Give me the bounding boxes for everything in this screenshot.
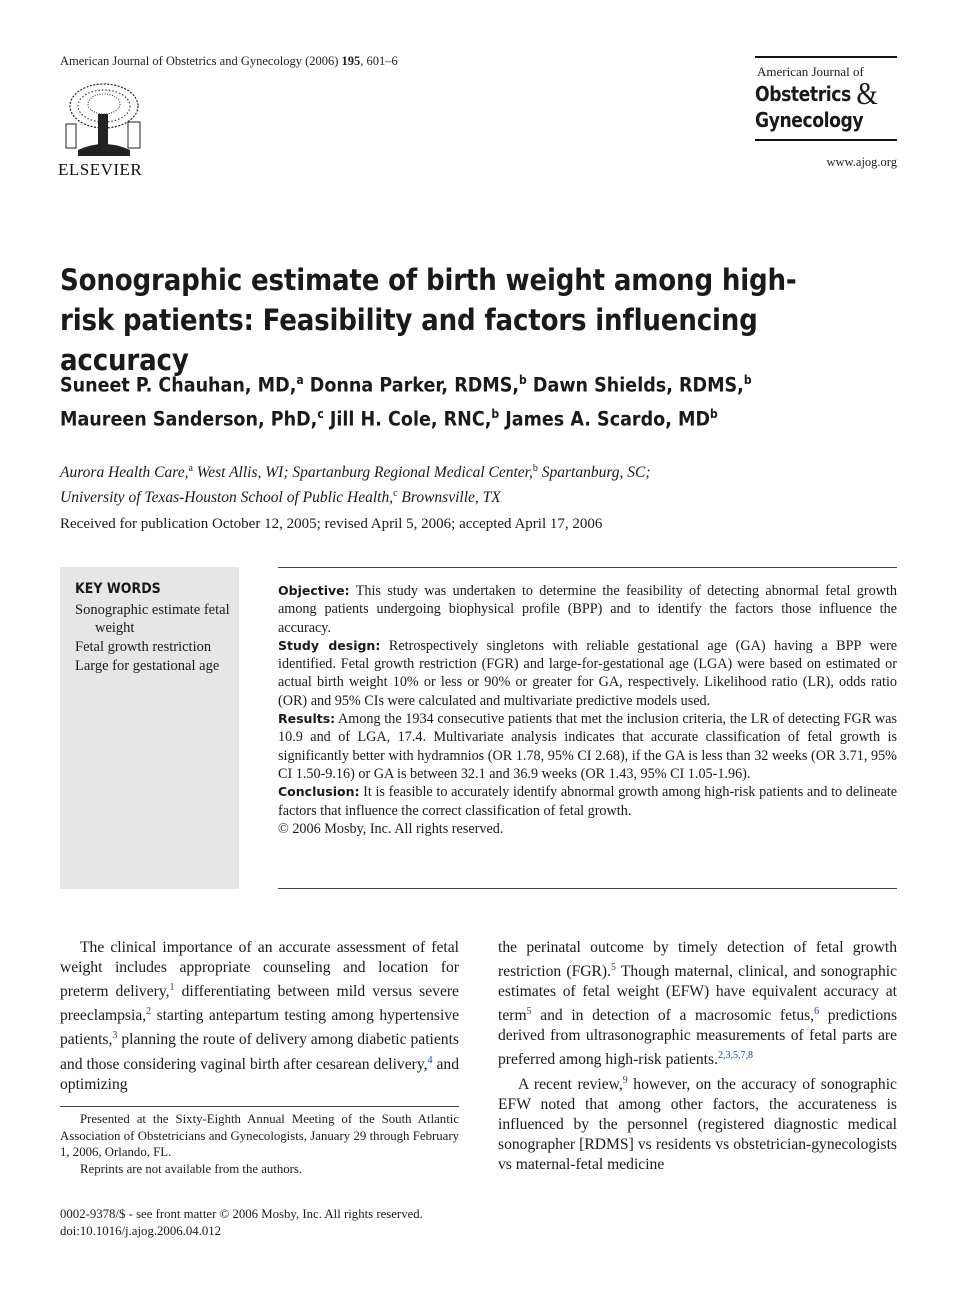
journal-ref-volume: 195 [341,54,361,68]
doi-line[interactable]: doi:10.1016/j.ajog.2006.04.012 [60,1223,222,1238]
body-text: The clinical importance of an accurate assessment of fetal weight includes appropriate counseling and location for preterm delivery, [60,939,459,1001]
journal-ref-prefix: American Journal of Obstetrics and Gynecology (2006) [60,54,342,68]
body-text: predictions derived from ultrasonographic measurements of fetal parts are preferred among high-risk patients. [498,1007,898,1069]
author-name: Jill H. Cole, RNC, [329,407,492,430]
brand-line1: Obstetrics [755,82,851,106]
affiliation-text: Brownsville, TX [397,489,501,507]
keywords-heading: KEY WORDS [75,581,161,597]
abstract-label: Objective: [278,583,350,598]
footnote-rule [60,1106,459,1107]
keyword-item: Large for gestational age [75,658,220,674]
body-column-left [60,938,459,1095]
citation-link[interactable]: 6 [814,1006,820,1018]
abstract-label: Results: [278,711,336,727]
abstract-objective [278,582,897,637]
keyword-item: Fetal growth restriction [75,639,212,655]
citation-link[interactable]: 1 [169,982,175,993]
body-text: A recent review, [518,1075,623,1093]
brand-top-rule [755,56,897,58]
abstract-text: This study was undertaken to determine the feasibility of detecting abnormal fetal growth among patients undergoing biophysical profile (BPP) and to identify the factors those influence the accuracy. [278,583,897,636]
journal-brand [755,56,897,170]
body-text: starting antepartum testing among hypertensive patients, [60,1007,459,1049]
journal-ref-pages: , 601–6 [360,54,398,68]
brand-line2: Gynecology [755,108,864,132]
keyword-item: Sonographic estimate fetal weight [75,602,230,636]
footnote-reprints: Reprints are not available from the authors. [80,1161,303,1176]
brand-name [755,75,878,111]
citation-link[interactable]: 9 [622,1074,628,1086]
body-text: and in detection of a macrosomic fetus, [531,1007,815,1025]
publisher-name: ELSEVIER [58,160,143,179]
body-text: the perinatal outcome by timely detection of fetal growth restriction (FGR). [498,939,897,981]
abstract-label: Study design: [278,637,381,653]
brand-bottom-rule [755,139,897,141]
author-affil-marker: c [317,406,324,421]
journal-url[interactable]: www.ajog.org [826,155,897,169]
body-paragraph [498,938,897,1071]
brand-ampersand: & [856,75,878,111]
abstract-text: It is feasible to accurately identify abnormal growth among high-risk patients and to delineate factors that influence the correct classification of fetal growth. [278,784,897,819]
citation-link[interactable]: 4 [427,1054,433,1066]
author-affil-marker: a [296,373,304,387]
author-affil-marker: b [519,373,527,387]
abstract-bottom-rule [278,888,897,889]
issn-line: 0002-9378/$ - see front matter © 2006 Mosby, Inc. All rights reserved. [60,1207,423,1221]
keywords-box [60,567,239,889]
abstract-top-rule [278,567,897,568]
body-paragraph [498,1071,897,1175]
author-list [60,366,834,433]
author-affil-marker: b [743,373,752,387]
abstract-label: Conclusion: [278,784,360,800]
author-affil-marker: b [491,406,500,421]
affiliation-text: Spartanburg, SC; [537,464,651,482]
body-text: planning the route of delivery among diabetic patients and those considering vaginal birth after cesarean delivery, [60,1031,459,1073]
affiliation-text: West Allis, WI; Spartanburg Regional Medical Center, [192,464,533,482]
body-text: however, on the accuracy of sonographic EFW noted that among other factors, the accurateness is influenced by the personnel (registered diagnostic medical sonographer [RDMS] vs residents vs obstetrician-gynecologists vs maternal-fetal medicine [498,1075,897,1173]
body-text: Though maternal, clinical, and sonographic estimates of fetal weight (EFW) have equivalent accuracy at term [498,963,897,1025]
journal-reference [60,54,398,69]
abstract-text: Among the 1934 consecutive patients that met the inclusion criteria, the LR of detecting FGR was 10.9 and of LGA, 17.4. Multivariate analysis indicates that accurate classification of fetal growth is significantly better with hydramnios (OR 1.78, 95% CI 2.68), if the GA is less than 32 weeks (OR 3.71, 95% CI 1.50-9.16) or GA is between 32.1 and 36.9 weeks (OR 1.43, 95% CI 1.05-1.96). [278,711,898,782]
affiliations [60,458,900,508]
page-footer [60,1206,480,1239]
author-name: Suneet P. Chauhan, MD, [60,373,297,397]
received-dates: Received for publication October 12, 2005; revised April 5, 2006; accepted April 17, 2006 [60,516,603,532]
author-name: Donna Parker, RDMS, [309,373,520,397]
abstract-copyright: © 2006 Mosby, Inc. All rights reserved. [278,820,504,837]
citation-link[interactable]: 3 [112,1030,118,1042]
abstract-results [278,710,897,783]
author-name: Dawn Shields, RDMS, [532,373,744,397]
body-text: and optimizing [60,1055,459,1093]
affiliation-text: University of Texas-Houston School of Public Health, [60,489,394,507]
affiliation-text: Aurora Health Care, [60,464,189,482]
body-text: differentiating between mild versus severe preeclampsia, [60,983,459,1025]
citation-link[interactable]: 5 [611,962,616,973]
footnotes [60,1111,459,1177]
affiliation-marker: b [532,463,538,474]
abstract [278,582,897,838]
citation-link[interactable]: 5 [526,1006,532,1018]
author-affil-marker: b [710,406,718,421]
footnote-presented: Presented at the Sixty-Eighth Annual Meeting of the South Atlantic Association of Obstetricians and Gynecologists, January 29 through February 1, 2006, Orlando, FL. [60,1112,459,1159]
author-name: James A. Scardo, MD [505,407,711,430]
brand-small-text: American Journal of [757,64,864,79]
abstract-text: Retrospectively singletons with reliable gestational age (GA) having a BPP were identified. Fetal growth restriction (FGR) and large-for-gestational age (LGA) were based on estimated or actual birth weight 10% or less or 90% or greater for GA, respectively. Likelihood ratio (LR), odds ratio (OR) and 95% CIs were calculated and multivariate predictive models used. [278,637,898,709]
body-paragraph [60,938,459,1095]
affiliation-marker: a [188,463,193,474]
author-name: Maureen Sanderson, PhD, [60,407,318,430]
affiliation-marker: c [393,488,398,500]
article-title: Sonographic estimate of birth weight among high-risk patients: Feasibility and factors influencing accuracy [60,263,797,377]
abstract-conclusion [278,783,897,820]
body-column-right [498,938,897,1175]
citation-link[interactable]: 2 [146,1006,152,1018]
abstract-design [278,637,897,710]
citation-link[interactable]: 2,3,5,7,8 [717,1050,753,1062]
